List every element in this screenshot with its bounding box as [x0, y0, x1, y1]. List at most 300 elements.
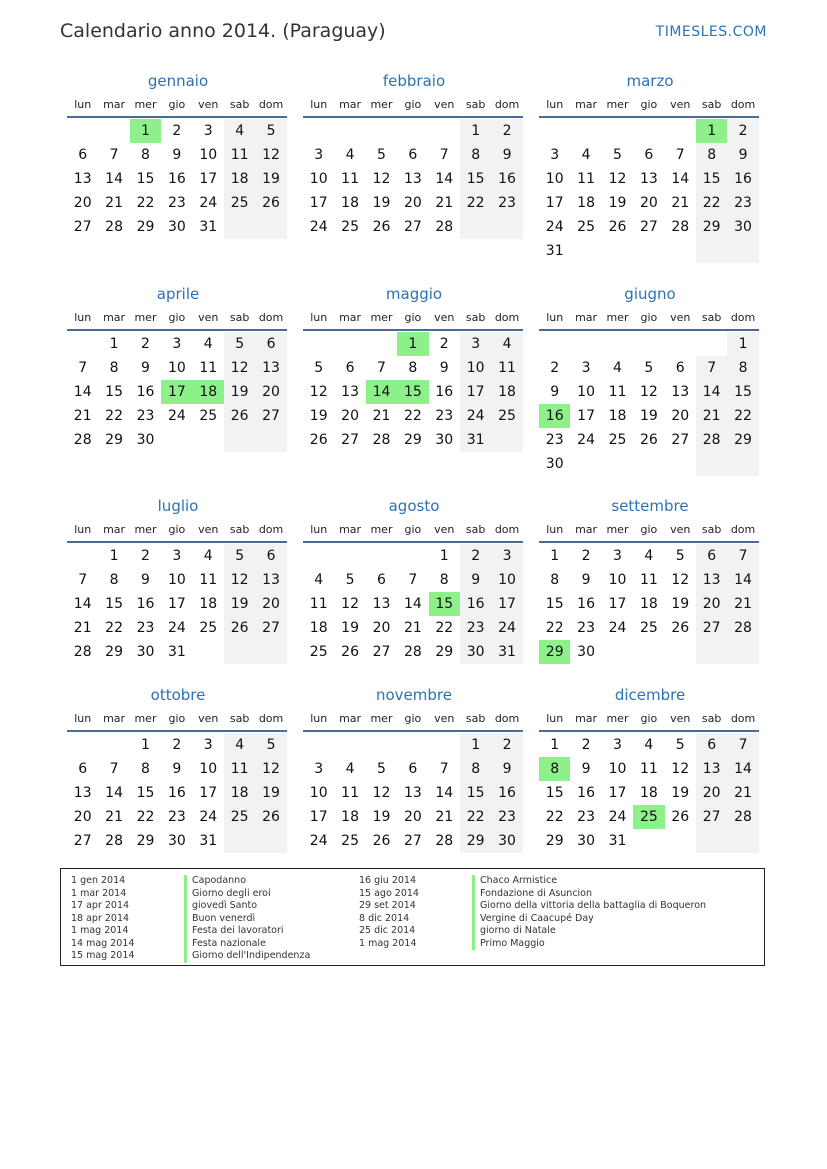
day-cell: 4 — [203, 336, 213, 352]
weekday-header: gio — [640, 712, 658, 725]
day-cell: 1 — [550, 548, 560, 564]
day-cell: 5 — [675, 548, 685, 564]
day-cell: 27 — [403, 833, 422, 849]
day-cell: 4 — [224, 733, 255, 757]
day-cell: 12 — [224, 568, 255, 592]
day-cell: 11 — [199, 360, 218, 376]
weekday-header: dom — [730, 311, 756, 324]
day-cell: 27 — [696, 616, 727, 640]
header-rule — [539, 541, 759, 543]
day-cell: 30 — [577, 644, 595, 660]
day-cell: 17 — [167, 596, 186, 612]
day-cell: 7 — [675, 147, 685, 163]
day-cell: 28 — [105, 219, 123, 235]
holiday-name: Giorno dell'Indipendenza — [192, 950, 311, 961]
day-cell: 28 — [105, 833, 123, 849]
day-cell: 13 — [639, 171, 658, 187]
day-cell: 12 — [639, 384, 658, 400]
day-cell: 11 — [341, 171, 359, 187]
day-cell: 20 — [696, 781, 727, 805]
day-cell: 26 — [372, 833, 391, 849]
empty-cell — [727, 452, 758, 476]
weekday-header: sab — [465, 98, 486, 111]
day-cell: 26 — [224, 616, 255, 640]
day-cell: 8 — [550, 572, 560, 588]
day-cell: 28 — [372, 432, 391, 448]
day-cell: 19 — [224, 592, 255, 616]
day-cell: 19 — [671, 785, 690, 801]
day-cell: 23 — [491, 191, 522, 215]
weekday-header: sab — [229, 523, 250, 536]
day-cell: 7 — [408, 572, 418, 588]
day-cell: 5 — [377, 761, 386, 777]
weekday-header: lun — [310, 523, 328, 536]
header-rule — [67, 730, 287, 732]
empty-cell — [397, 733, 428, 757]
day-cell: 18 — [491, 380, 522, 404]
day-cell: 23 — [577, 809, 595, 825]
holiday-date: 29 set 2014 — [359, 900, 416, 911]
day-cell: 5 — [644, 360, 654, 376]
day-cell: 11 — [577, 171, 595, 187]
day-cell: 22 — [727, 404, 758, 428]
weekday-header: gio — [404, 712, 422, 725]
weekday-header: mer — [134, 523, 157, 536]
month-name: marzo — [626, 72, 674, 90]
day-cell: 2 — [439, 336, 449, 352]
weekday-header: ven — [434, 523, 455, 536]
day-cell: 11 — [224, 757, 255, 781]
holiday-names-left — [192, 875, 310, 963]
day-cell: 24 — [309, 833, 328, 849]
header-rule — [303, 116, 523, 118]
weekday-header: sab — [701, 98, 722, 111]
day-cell: 7 — [439, 147, 449, 163]
day-cell: 12 — [608, 171, 627, 187]
holiday-name: giovedì Santo — [192, 900, 258, 911]
day-cell: 15 — [460, 167, 491, 191]
day-cell: 24 — [167, 408, 186, 424]
empty-cell — [429, 733, 460, 757]
empty-cell — [334, 733, 365, 757]
day-cell: 20 — [372, 620, 391, 636]
weekday-header: gio — [404, 523, 422, 536]
day-cell: 16 — [136, 596, 155, 612]
day-cell: 30 — [545, 456, 564, 472]
empty-cell — [665, 332, 696, 356]
day-cell: 18 — [199, 596, 218, 612]
day-cell: 14 — [696, 380, 727, 404]
day-cell: 17 — [545, 195, 564, 211]
day-cell: 1 — [109, 336, 119, 352]
day-cell: 24 — [608, 809, 627, 825]
weekday-header: lun — [546, 98, 564, 111]
day-cell: 29 — [105, 644, 123, 660]
day-cell: 28 — [727, 616, 758, 640]
weekday-header: sab — [701, 311, 722, 324]
month-gennaio — [67, 72, 289, 239]
day-cell: 30 — [136, 644, 155, 660]
weekday-header: ven — [670, 98, 691, 111]
holiday-name: Vergine di Caacupé Day — [480, 912, 594, 924]
day-cell: 28 — [435, 833, 454, 849]
day-cell: 26 — [639, 432, 658, 448]
empty-cell — [224, 829, 255, 853]
day-cell: 23 — [727, 191, 758, 215]
day-cell: 13 — [73, 785, 92, 801]
day-cell: 21 — [727, 592, 758, 616]
day-cell: 22 — [105, 620, 123, 636]
month-novembre — [303, 686, 525, 853]
empty-cell — [334, 544, 365, 568]
weekday-header: ven — [434, 98, 455, 111]
weekday-header: dom — [258, 712, 284, 725]
holiday-day-cell: 1 — [130, 119, 161, 143]
day-cell: 22 — [435, 620, 454, 636]
day-cell: 11 — [639, 572, 658, 588]
day-cell: 30 — [167, 219, 186, 235]
header-rule — [67, 541, 287, 543]
weekday-header: lun — [74, 712, 92, 725]
day-cell: 15 — [727, 380, 758, 404]
day-cell: 4 — [644, 737, 654, 753]
day-cell: 22 — [403, 408, 422, 424]
day-cell: 8 — [460, 143, 491, 167]
day-cell: 23 — [167, 195, 186, 211]
weekday-header: mar — [103, 523, 126, 536]
day-cell: 6 — [255, 332, 286, 356]
weekday-header: gio — [404, 98, 422, 111]
empty-cell — [570, 332, 601, 356]
day-cell: 23 — [136, 408, 155, 424]
day-cell: 21 — [403, 620, 422, 636]
month-name: aprile — [156, 285, 200, 303]
day-cell: 11 — [639, 761, 658, 777]
day-cell: 19 — [639, 408, 658, 424]
weekday-header: lun — [74, 98, 92, 111]
day-cell: 2 — [581, 548, 591, 564]
month-giugno — [539, 285, 761, 476]
day-cell: 9 — [727, 143, 758, 167]
day-cell: 7 — [727, 733, 758, 757]
day-cell: 17 — [577, 408, 595, 424]
weekday-header: ven — [670, 311, 691, 324]
day-cell: 27 — [372, 644, 391, 660]
day-cell: 24 — [608, 620, 627, 636]
holiday-name: Giorno della vittoria della battaglia di Boqueron — [480, 900, 707, 911]
day-cell: 12 — [372, 785, 391, 801]
day-cell: 16 — [727, 167, 758, 191]
holiday-day-cell: 1 — [397, 332, 428, 356]
empty-cell — [224, 428, 255, 452]
holiday-date: 25 dic 2014 — [359, 925, 416, 936]
day-cell: 20 — [255, 380, 286, 404]
day-cell: 9 — [141, 572, 150, 588]
day-cell: 30 — [136, 432, 155, 448]
empty-cell — [633, 640, 664, 664]
day-cell: 24 — [167, 620, 186, 636]
day-cell: 5 — [314, 360, 324, 376]
day-cell: 20 — [403, 809, 422, 825]
weekday-header: ven — [670, 523, 691, 536]
day-cell: 24 — [199, 195, 218, 211]
day-cell: 18 — [608, 408, 627, 424]
day-cell: 15 — [460, 781, 491, 805]
day-cell: 2 — [727, 119, 758, 143]
day-cell: 30 — [460, 640, 491, 664]
weekday-header: lun — [546, 311, 564, 324]
day-cell: 2 — [491, 119, 522, 143]
empty-cell — [665, 640, 696, 664]
day-cell: 25 — [491, 404, 522, 428]
empty-cell — [602, 640, 633, 664]
day-cell: 7 — [109, 761, 119, 777]
holiday-marker-left — [184, 875, 187, 963]
holiday-date: 1 mag 2014 — [71, 925, 129, 936]
day-cell: 6 — [408, 761, 418, 777]
day-cell: 15 — [136, 171, 155, 187]
day-cell: 16 — [491, 167, 522, 191]
weekday-header: sab — [701, 712, 722, 725]
day-cell: 24 — [491, 616, 522, 640]
day-cell: 17 — [460, 380, 491, 404]
day-cell: 10 — [491, 568, 522, 592]
weekday-header: ven — [198, 98, 219, 111]
day-cell: 4 — [314, 572, 324, 588]
holiday-date: 15 mag 2014 — [71, 950, 135, 961]
day-cell: 31 — [608, 833, 627, 849]
day-cell: 14 — [105, 171, 123, 187]
day-cell: 1 — [141, 737, 150, 753]
day-cell: 2 — [172, 123, 182, 139]
day-cell: 5 — [675, 737, 685, 753]
day-cell: 19 — [309, 408, 328, 424]
day-cell: 3 — [613, 737, 622, 753]
day-cell: 5 — [345, 572, 355, 588]
day-cell: 17 — [608, 785, 627, 801]
day-cell: 1 — [727, 332, 758, 356]
day-cell: 18 — [341, 195, 359, 211]
month-name: dicembre — [614, 686, 686, 704]
day-cell: 25 — [199, 620, 218, 636]
day-cell: 1 — [109, 548, 119, 564]
empty-cell — [665, 119, 696, 143]
day-cell: 15 — [545, 785, 564, 801]
day-cell: 5 — [613, 147, 622, 163]
weekday-header: mer — [370, 712, 393, 725]
day-cell: 1 — [460, 119, 491, 143]
day-cell: 3 — [491, 544, 522, 568]
day-cell: 8 — [109, 360, 119, 376]
weekday-header: sab — [465, 311, 486, 324]
site-link[interactable]: TIMESLES.COM — [655, 24, 767, 40]
day-cell: 16 — [491, 781, 522, 805]
day-cell: 15 — [545, 596, 564, 612]
weekday-header: mar — [575, 523, 598, 536]
weekday-header: mar — [339, 311, 362, 324]
empty-cell — [491, 215, 522, 239]
day-cell: 3 — [203, 737, 213, 753]
weekday-header: mar — [575, 712, 598, 725]
empty-cell — [67, 332, 98, 356]
day-cell: 8 — [696, 143, 727, 167]
weekday-header: mar — [339, 98, 362, 111]
holiday-day-cell: 17 — [161, 380, 192, 404]
day-cell: 19 — [341, 620, 359, 636]
day-cell: 11 — [309, 596, 328, 612]
day-cell: 19 — [671, 596, 690, 612]
month-luglio — [67, 497, 289, 664]
holiday-names-right — [480, 875, 706, 950]
day-cell: 14 — [73, 384, 92, 400]
month-marzo — [539, 72, 761, 263]
month-agosto — [303, 497, 525, 664]
day-cell: 9 — [491, 757, 522, 781]
day-cell: 10 — [608, 572, 627, 588]
holiday-date: 1 gen 2014 — [71, 875, 126, 886]
holiday-name: Festa nazionale — [192, 937, 266, 949]
day-cell: 27 — [403, 219, 422, 235]
day-cell: 8 — [727, 356, 758, 380]
empty-cell — [98, 733, 129, 757]
day-cell: 16 — [167, 171, 186, 187]
weekday-header: gio — [640, 523, 658, 536]
day-cell: 14 — [73, 596, 92, 612]
day-cell: 8 — [109, 572, 119, 588]
day-cell: 4 — [644, 548, 654, 564]
weekday-header: gio — [640, 98, 658, 111]
header-rule — [303, 329, 523, 331]
day-cell: 31 — [167, 644, 186, 660]
month-name: maggio — [385, 285, 443, 303]
holiday-name: Fondazione di Asuncion — [480, 887, 593, 899]
month-name: giugno — [624, 285, 676, 303]
day-cell: 13 — [341, 384, 359, 400]
empty-cell — [255, 428, 286, 452]
day-cell: 23 — [491, 805, 522, 829]
day-cell: 28 — [696, 428, 727, 452]
day-cell: 10 — [608, 761, 627, 777]
weekday-header: mer — [370, 523, 393, 536]
day-cell: 27 — [255, 616, 286, 640]
day-cell: 30 — [491, 829, 522, 853]
weekday-header: ven — [198, 712, 219, 725]
weekday-header: mar — [339, 712, 362, 725]
holiday-dates-left — [71, 875, 134, 963]
day-cell: 23 — [167, 809, 186, 825]
day-cell: 19 — [372, 809, 391, 825]
day-cell: 10 — [545, 171, 564, 187]
day-cell: 17 — [608, 596, 627, 612]
empty-cell — [491, 428, 522, 452]
weekday-header: mar — [103, 712, 126, 725]
empty-cell — [224, 640, 255, 664]
day-cell: 13 — [671, 384, 690, 400]
day-cell: 6 — [345, 360, 355, 376]
holiday-day-cell: 25 — [633, 805, 664, 829]
day-cell: 24 — [545, 219, 564, 235]
day-cell: 7 — [78, 360, 88, 376]
holiday-name: Festa dei lavoratori — [192, 925, 284, 936]
day-cell: 25 — [639, 620, 658, 636]
weekday-header: mar — [103, 98, 126, 111]
day-cell: 10 — [309, 171, 328, 187]
day-cell: 18 — [341, 809, 359, 825]
weekday-header: gio — [168, 523, 186, 536]
day-cell: 10 — [199, 147, 218, 163]
day-cell: 25 — [608, 432, 627, 448]
empty-cell — [161, 428, 192, 452]
day-cell: 6 — [675, 360, 685, 376]
day-cell: 11 — [608, 384, 627, 400]
day-cell: 25 — [341, 833, 359, 849]
weekday-header: dom — [494, 311, 520, 324]
weekday-header: lun — [546, 523, 564, 536]
day-cell: 14 — [403, 596, 422, 612]
day-cell: 21 — [435, 809, 454, 825]
day-cell: 14 — [105, 785, 123, 801]
day-cell: 2 — [581, 737, 591, 753]
day-cell: 21 — [435, 195, 454, 211]
day-cell: 3 — [172, 548, 182, 564]
holiday-day-cell: 14 — [366, 380, 397, 404]
day-cell: 25 — [199, 408, 218, 424]
empty-cell — [633, 119, 664, 143]
holiday-date: 1 mag 2014 — [359, 937, 417, 949]
day-cell: 23 — [460, 616, 491, 640]
day-cell: 2 — [172, 737, 182, 753]
day-cell: 25 — [341, 219, 359, 235]
empty-cell — [602, 239, 633, 263]
empty-cell — [665, 239, 696, 263]
day-cell: 8 — [141, 147, 150, 163]
day-cell: 9 — [172, 147, 182, 163]
day-cell: 13 — [403, 171, 422, 187]
day-cell: 9 — [491, 143, 522, 167]
weekday-header: lun — [310, 712, 328, 725]
holiday-name: Buon venerdì — [192, 912, 256, 924]
day-cell: 17 — [199, 785, 218, 801]
day-cell: 21 — [372, 408, 391, 424]
day-cell: 3 — [581, 360, 591, 376]
empty-cell — [67, 119, 98, 143]
holiday-name: Capodanno — [192, 875, 247, 886]
month-name: gennaio — [147, 72, 209, 90]
day-cell: 7 — [727, 544, 758, 568]
day-cell: 25 — [577, 219, 595, 235]
weekday-header: sab — [701, 523, 722, 536]
day-cell: 10 — [167, 360, 186, 376]
day-cell: 8 — [460, 757, 491, 781]
day-cell: 1 — [550, 737, 560, 753]
header-rule — [539, 730, 759, 732]
day-cell: 28 — [435, 219, 454, 235]
weekday-header: lun — [310, 98, 328, 111]
weekday-header: lun — [546, 712, 564, 725]
month-name: ottobre — [150, 686, 206, 704]
day-cell: 3 — [314, 147, 324, 163]
day-cell: 25 — [224, 805, 255, 829]
weekday-header: dom — [730, 523, 756, 536]
weekday-header: mar — [575, 311, 598, 324]
weekday-header: sab — [465, 523, 486, 536]
weekday-header: dom — [494, 523, 520, 536]
month-maggio — [303, 285, 525, 452]
weekday-header: ven — [198, 311, 219, 324]
empty-cell — [429, 119, 460, 143]
holiday-date: 15 ago 2014 — [359, 887, 419, 899]
weekday-header: gio — [404, 311, 422, 324]
